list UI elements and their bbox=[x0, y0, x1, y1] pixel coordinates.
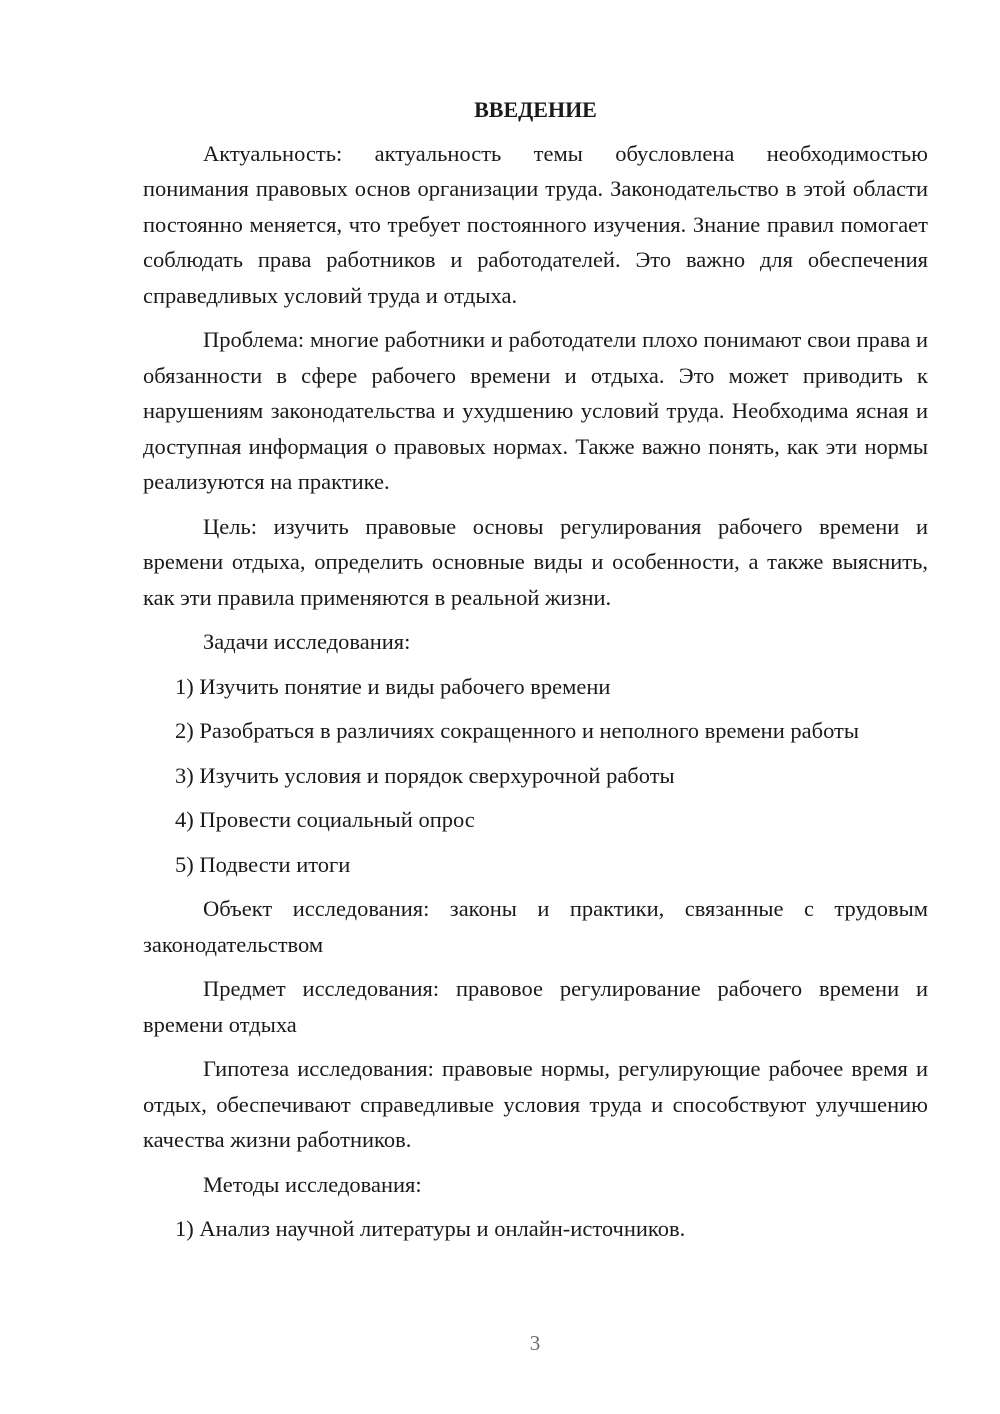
page-content bbox=[143, 92, 928, 1256]
method-item: 1) Анализ научной литературы и онлайн-источников. bbox=[175, 1216, 686, 1241]
hypothesis-paragraph: Гипотеза исследования: правовые нормы, регулирующие рабочее время и отдых, обеспечивают справедливые условия труда и способствуют улучшению качества жизни работников. bbox=[143, 1056, 928, 1152]
page-number: 3 bbox=[529, 1331, 541, 1355]
methods-title: Методы исследования: bbox=[203, 1171, 422, 1197]
problem-paragraph: Проблема: многие работники и работодатели плохо понимают свои права и обязанности в сфере рабочего времени и отдыха. Это может приводить к нарушениям законодательства и ухудшению условий труда. Необходима ясная и доступная информация о правовых нормах. Также важно понять, как эти нормы реализуются на практике. bbox=[143, 327, 928, 494]
tasks-title: Задачи исследования: bbox=[203, 629, 411, 654]
task-item: 1) Изучить понятие и виды рабочего времени bbox=[175, 673, 611, 699]
task-item: 5) Подвести итоги bbox=[175, 851, 351, 877]
section-heading: ВВЕДЕНИЕ bbox=[474, 97, 597, 122]
relevance-paragraph: Актуальность: актуальность темы обусловлена необходимостью понимания правовых основ организации труда. Законодательство в этой области постоянно меняется, что требует постоянного изучения. Знание правил помогает соблюдать права работников и работодателей. Это важно для обеспечения справедливых условий труда и отдыха. bbox=[143, 140, 928, 308]
task-item: 2) Разобраться в различиях сокращенного и неполного времени работы bbox=[175, 718, 859, 743]
subject-paragraph: Предмет исследования: правовое регулирование рабочего времени и времени отдыха bbox=[143, 976, 928, 1037]
object-paragraph: Объект исследования: законы и практики, связанные с трудовым законодательством bbox=[143, 896, 928, 957]
task-item: 4) Провести социальный опрос bbox=[175, 807, 475, 832]
task-item: 3) Изучить условия и порядок сверхурочной работы bbox=[175, 762, 675, 788]
goal-paragraph: Цель: изучить правовые основы регулирования рабочего времени и времени отдыха, определить основные виды и особенности, а также выяснить, как эти правила применяются в реальной жизни. bbox=[143, 513, 928, 610]
